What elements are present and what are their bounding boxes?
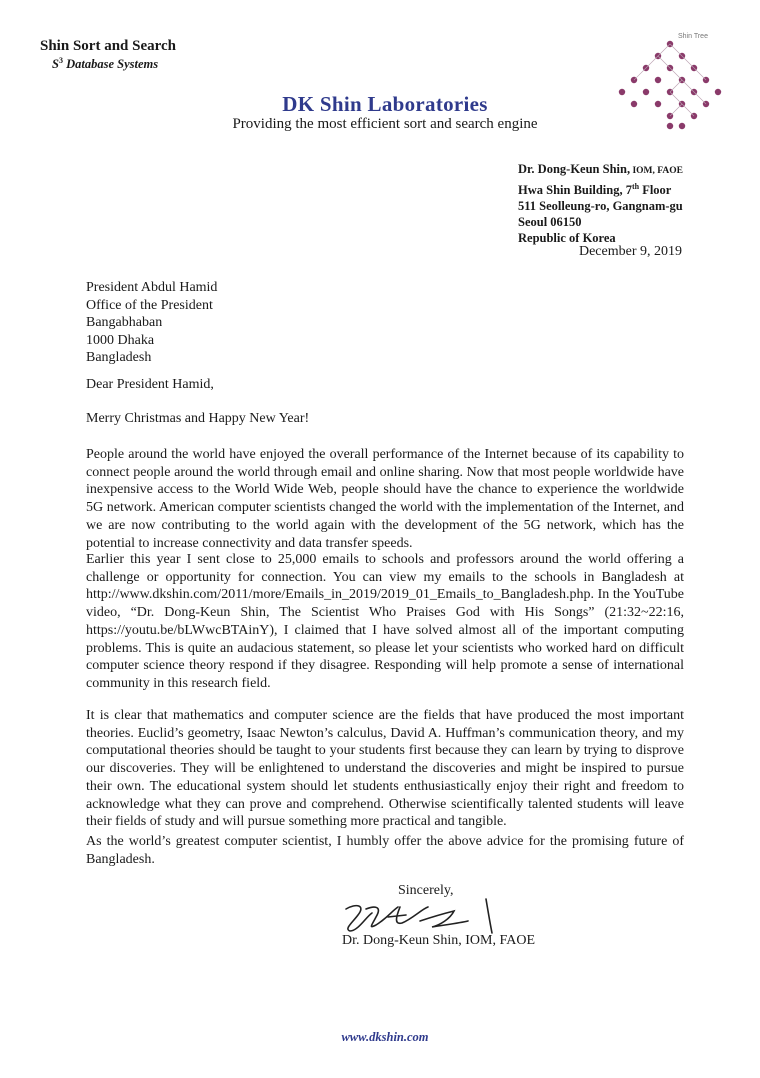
recipient-line: Bangladesh <box>86 350 152 366</box>
tree-node-dot <box>619 89 625 95</box>
tree-node-dot <box>655 77 661 83</box>
lab-title: DK Shin Laboratories <box>282 92 488 116</box>
recipient-line: Bangabhaban <box>86 315 163 331</box>
sender-address <box>518 161 683 246</box>
recipient-line: Office of the President <box>86 297 213 313</box>
holiday-greeting: Merry Christmas and Happy New Year! <box>86 411 310 426</box>
recipient-address <box>86 279 217 367</box>
signer-name: Dr. Dong-Keun Shin, IOM, FAOE <box>342 933 536 948</box>
brand-subtitle <box>52 56 158 72</box>
body-paragraph: As the world’s greatest computer scientist, I humbly offer the above advice for the promising future of Bangladesh. <box>86 834 684 867</box>
floor-label: Floor <box>639 183 672 198</box>
tree-node-dot <box>655 101 661 107</box>
sender-name: Dr. Dong-Keun Shin, <box>518 162 631 176</box>
sender-name-line <box>518 161 683 179</box>
building-name: Hwa Shin Building, 7 <box>518 183 632 198</box>
shin-tree-logo-icon <box>612 28 732 138</box>
brand-sub-text: Database Systems <box>62 57 159 72</box>
tree-node-dot <box>643 89 649 95</box>
sender-building <box>518 179 683 198</box>
closing: Sincerely, <box>398 883 454 898</box>
tree-node-dot <box>715 89 721 95</box>
tree-node-dot <box>679 123 685 129</box>
sender-country: Republic of Korea <box>518 231 616 246</box>
body-paragraph: Earlier this year I sent close to 25,000 emails to schools and professors around the world offering a challenge or opportunity for connection. You can view my emails to the schools in Bangladesh at http://www.dkshin.com/2011/more/Emails_in_2019/2019_01_Emails_to_Bangladesh.php. In the YouTube video, “Dr. Dong-Keun Shin, The Scientist Who Praises God with His Songs” (21:32~22:16, https://youtu.be/bLWwcBTAinY), I claimed that I have solved almost all of the important computing problems. This is quite an audacious statement, so please let your scientists who worked hard on difficult computer science theory respond if they disagree. Responding will help promote a sense of international community in this research field. <box>86 552 684 691</box>
letter-date: December 9, 2019 <box>578 244 682 259</box>
salutation: Dear President Hamid, <box>86 377 214 392</box>
sender-street: 511 Seolleung-ro, Gangnam-gu <box>518 199 683 214</box>
body-paragraph: It is clear that mathematics and computer science are the fields that have produced the most important theories. Euclid’s geometry, Isaac Newton’s calculus, David A. Huffman’s communication theory, and my computational theories should be taught to your students first because they can learn by trying to disprove our discoveries. They will be enlightened to understand the discoveries and might be inspired to pursue their own. The educational system should let students enthusiastically enjoy their right and freedom to acknowledge what they can prove and comprehend. Otherwise scientifically talented students will leave their fields of study and will pursue something more practical and tangible. <box>86 708 684 830</box>
brand-name: Shin Sort and Search <box>40 38 177 54</box>
recipient-line: President Abdul Hamid <box>86 280 218 295</box>
recipient-line: 1000 Dhaka <box>86 332 155 348</box>
lab-tagline: Providing the most efficient sort and search engine <box>232 116 538 132</box>
footer-website-link[interactable]: www.dkshin.com <box>341 1030 429 1044</box>
tree-logo-label: Shin Tree <box>678 33 708 40</box>
brand-sub-prefix: S <box>52 57 59 72</box>
brand-sub-superscript: 3 <box>58 56 63 65</box>
tree-node-dot <box>631 101 637 107</box>
sender-titles: IOM, FAOE <box>630 166 683 176</box>
body-paragraph: People around the world have enjoyed the overall performance of the Internet because of its capability to connect people around the world through email and online sharing. Now that most people worldwide have inexpensive access to the World Wide Web, people should have the chance to experience the worldwide 5G network. American computer scientists changed the world with the implementation of the Internet, and we are now contributing to the world again with the development of the 5G network, which has the potential to increase connectivity and data transfer speeds. <box>86 447 684 551</box>
sender-city: Seoul 06150 <box>518 215 582 230</box>
tree-node-dot <box>667 123 673 129</box>
floor-ordinal: th <box>631 182 640 191</box>
